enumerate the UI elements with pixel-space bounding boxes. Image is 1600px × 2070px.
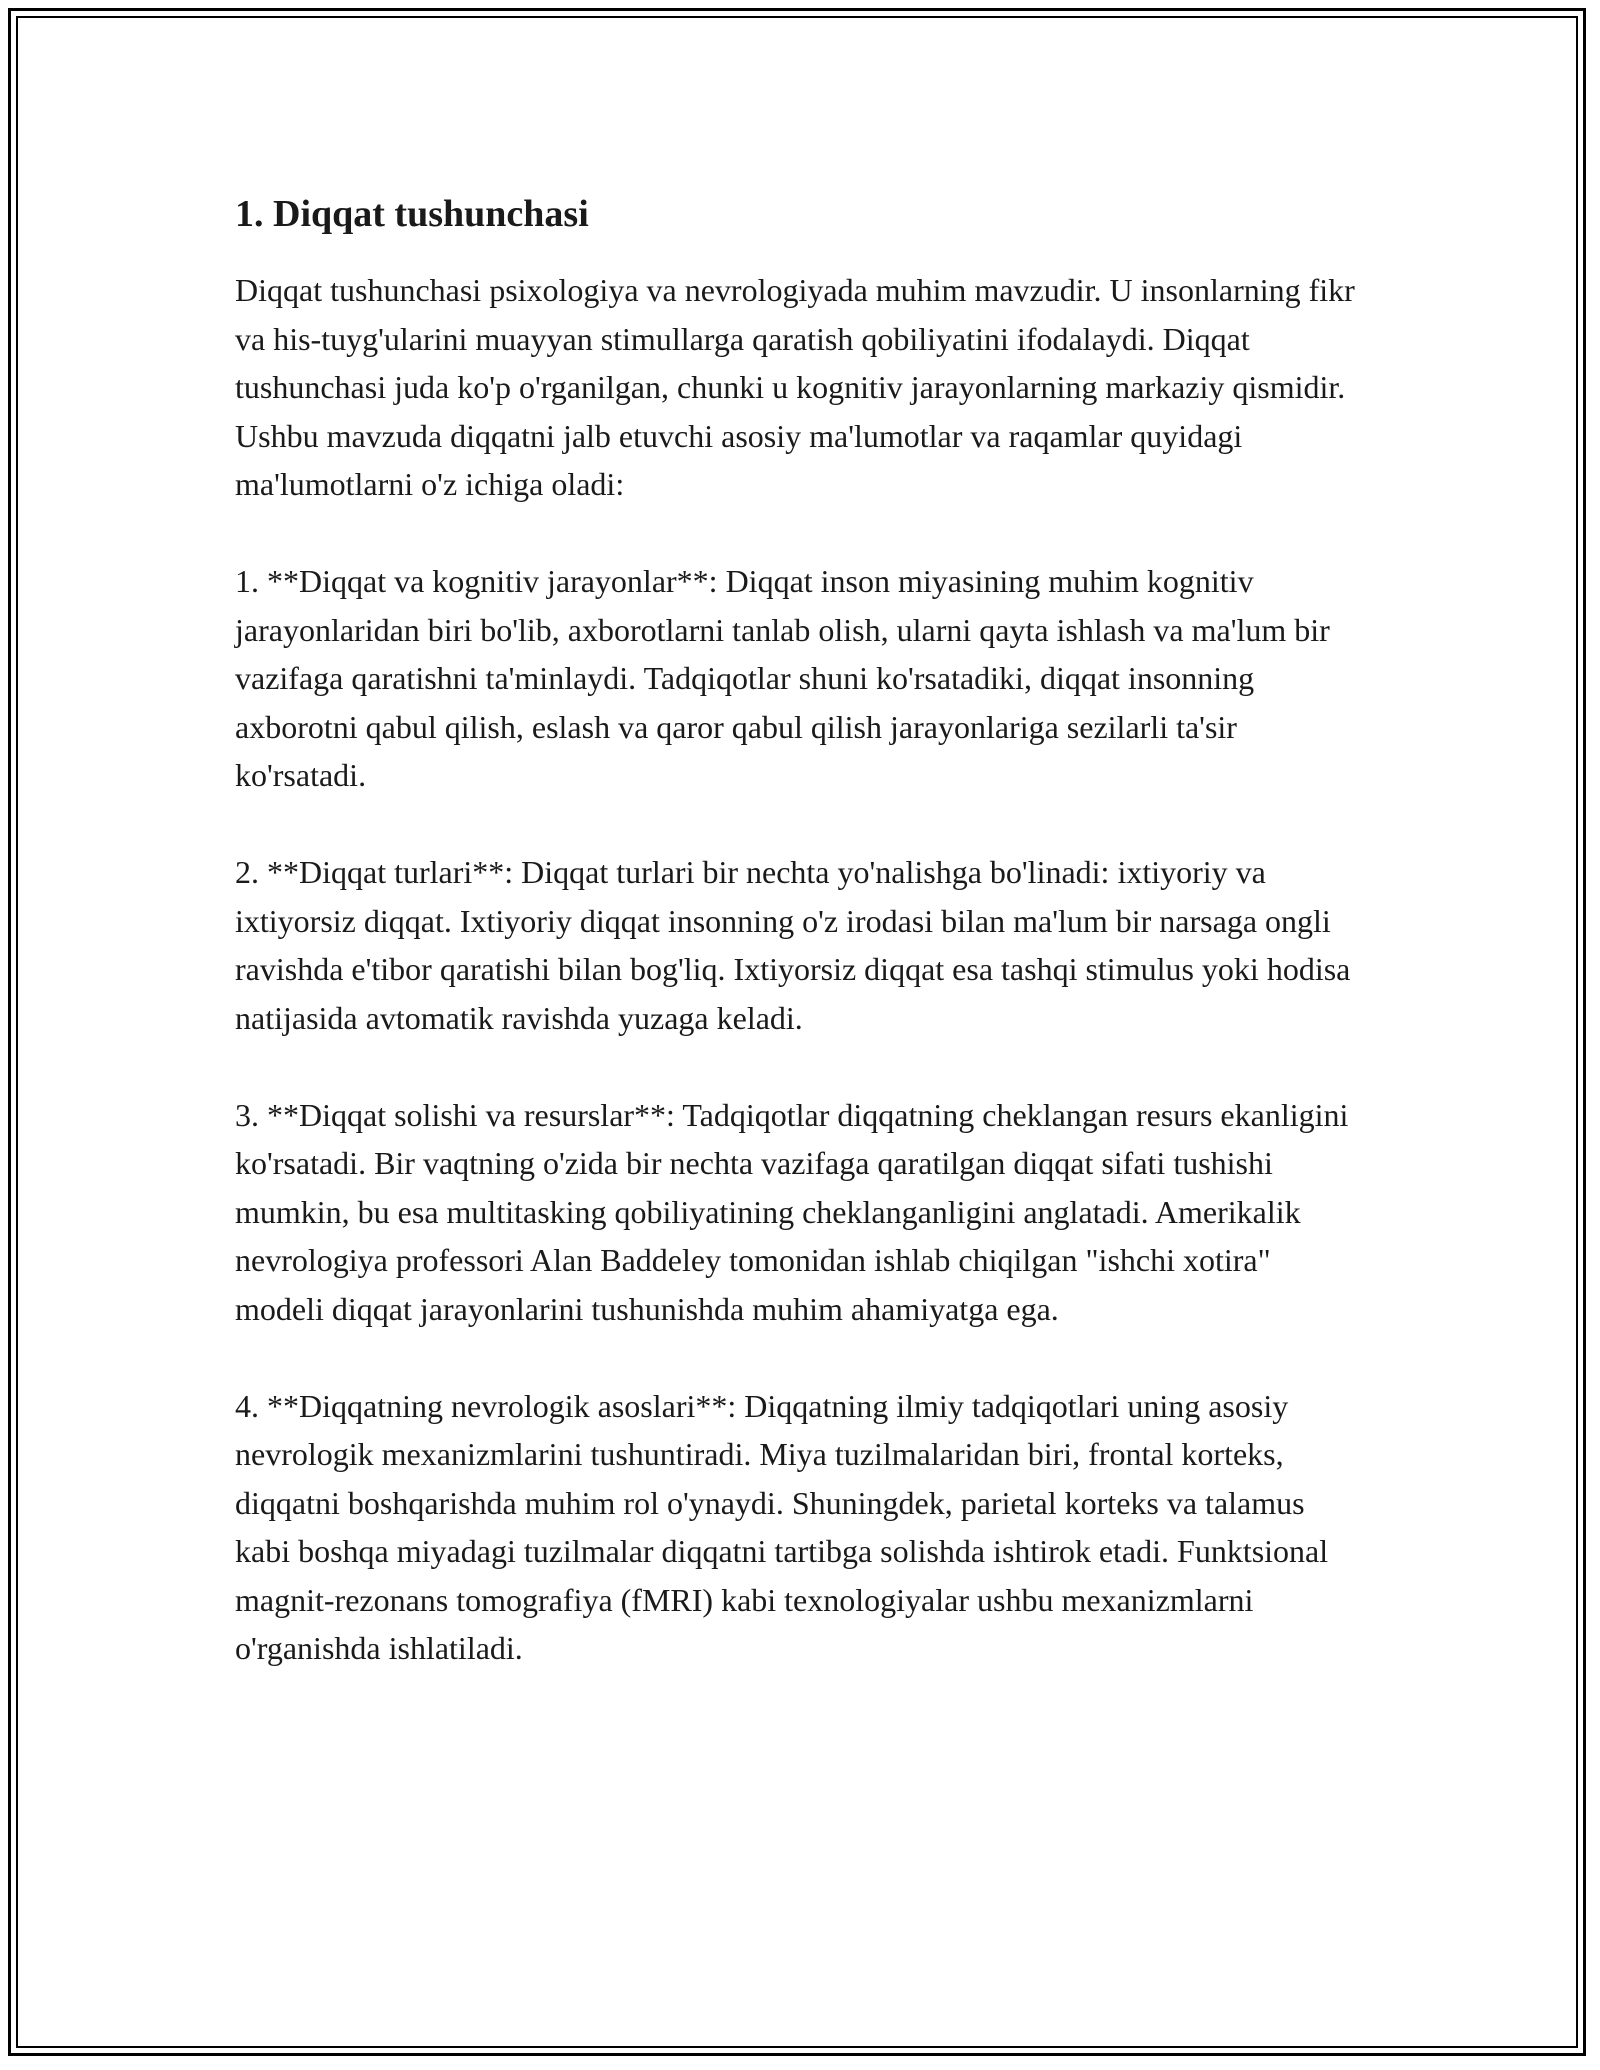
paragraph-neurological-basis: 4. **Diqqatning nevrologik asoslari**: Diqqatning ilmiy tadqiqotlari uning asosiy nevrologik mexanizmlarini tushuntiradi. Miya tuzilmalaridan biri, frontal korteks, diqqatni boshqarishda muhim rol o'ynaydi. Shuningdek, parietal korteks va talamus kabi boshqa miyadagi tuzilmalar diqqatni tartibga solishda ishtirok etadi. Funktsional magnit-rezonans tomografiya (fMRI) kabi texnologiyalar ushbu mexanizmlarni o'rganishda ishlatiladi. [235, 1387, 1329, 1666]
paragraph-cognitive-processes: 1. **Diqqat va kognitiv jarayonlar**: Diqqat inson miyasining muhim kognitiv jarayonlaridan biri bo'lib, axborotlarni tanlab olish, ularni qayta ishlash va ma'lum bir vazifaga qaratishni ta'minlaydi. Tadqiqotlar shuni ko'rsatadiki, diqqat insonning axborotni qabul qilish, eslash va qaror qabul qilish jarayonlariga sezilarli ta'sir ko'rsatadi. [235, 563, 1330, 793]
document-title: 1. Diqqat tushunchasi [235, 193, 589, 235]
intro-paragraph: Diqqat tushunchasi psixologiya va nevrologiyada muhim mavzudir. U insonlarning fikr va his-tuyg'ularini muayyan stimullarga qaratish qobiliyatini ifodalaydi. Diqqat tushunchasi juda ko'p o'rganilgan, chunki u kognitiv jarayonlarning markaziy qismidir. Ushbu mavzuda diqqatni jalb etuvchi asosiy ma'lumotlar va raqamlar quyidagi ma'lumotlarni o'z ichiga oladi: [235, 272, 1355, 502]
paragraph-attention-types: 2. **Diqqat turlari**: Diqqat turlari bir nechta yo'nalishga bo'linadi: ixtiyoriy va ixtiyorsiz diqqat. Ixtiyoriy diqqat insonning o'z irodasi bilan ma'lum bir narsaga ongli ravishda e'tibor qaratishi bilan bog'liq. Ixtiyorsiz diqqat esa tashqi stimulus yoki hodisa natijasida avtomatik ravishda yuzaga keladi. [235, 854, 1351, 1036]
paragraph-attention-resources: 3. **Diqqat solishi va resurslar**: Tadqiqotlar diqqatning cheklangan resurs ekanligini ko'rsatadi. Bir vaqtning o'zida bir nechta vazifaga qaratilgan diqqat sifati tushishi mumkin, bu esa multitasking qobiliyatining cheklanganligini anglatadi. Amerikalik nevrologiya professori Alan Baddeley tomonidan ishlab chiqilgan "ishchi xotira" modeli diqqat jarayonlarini tushunishda muhim ahamiyatga ega. [235, 1096, 1349, 1327]
document-body [235, 188, 1365, 1721]
